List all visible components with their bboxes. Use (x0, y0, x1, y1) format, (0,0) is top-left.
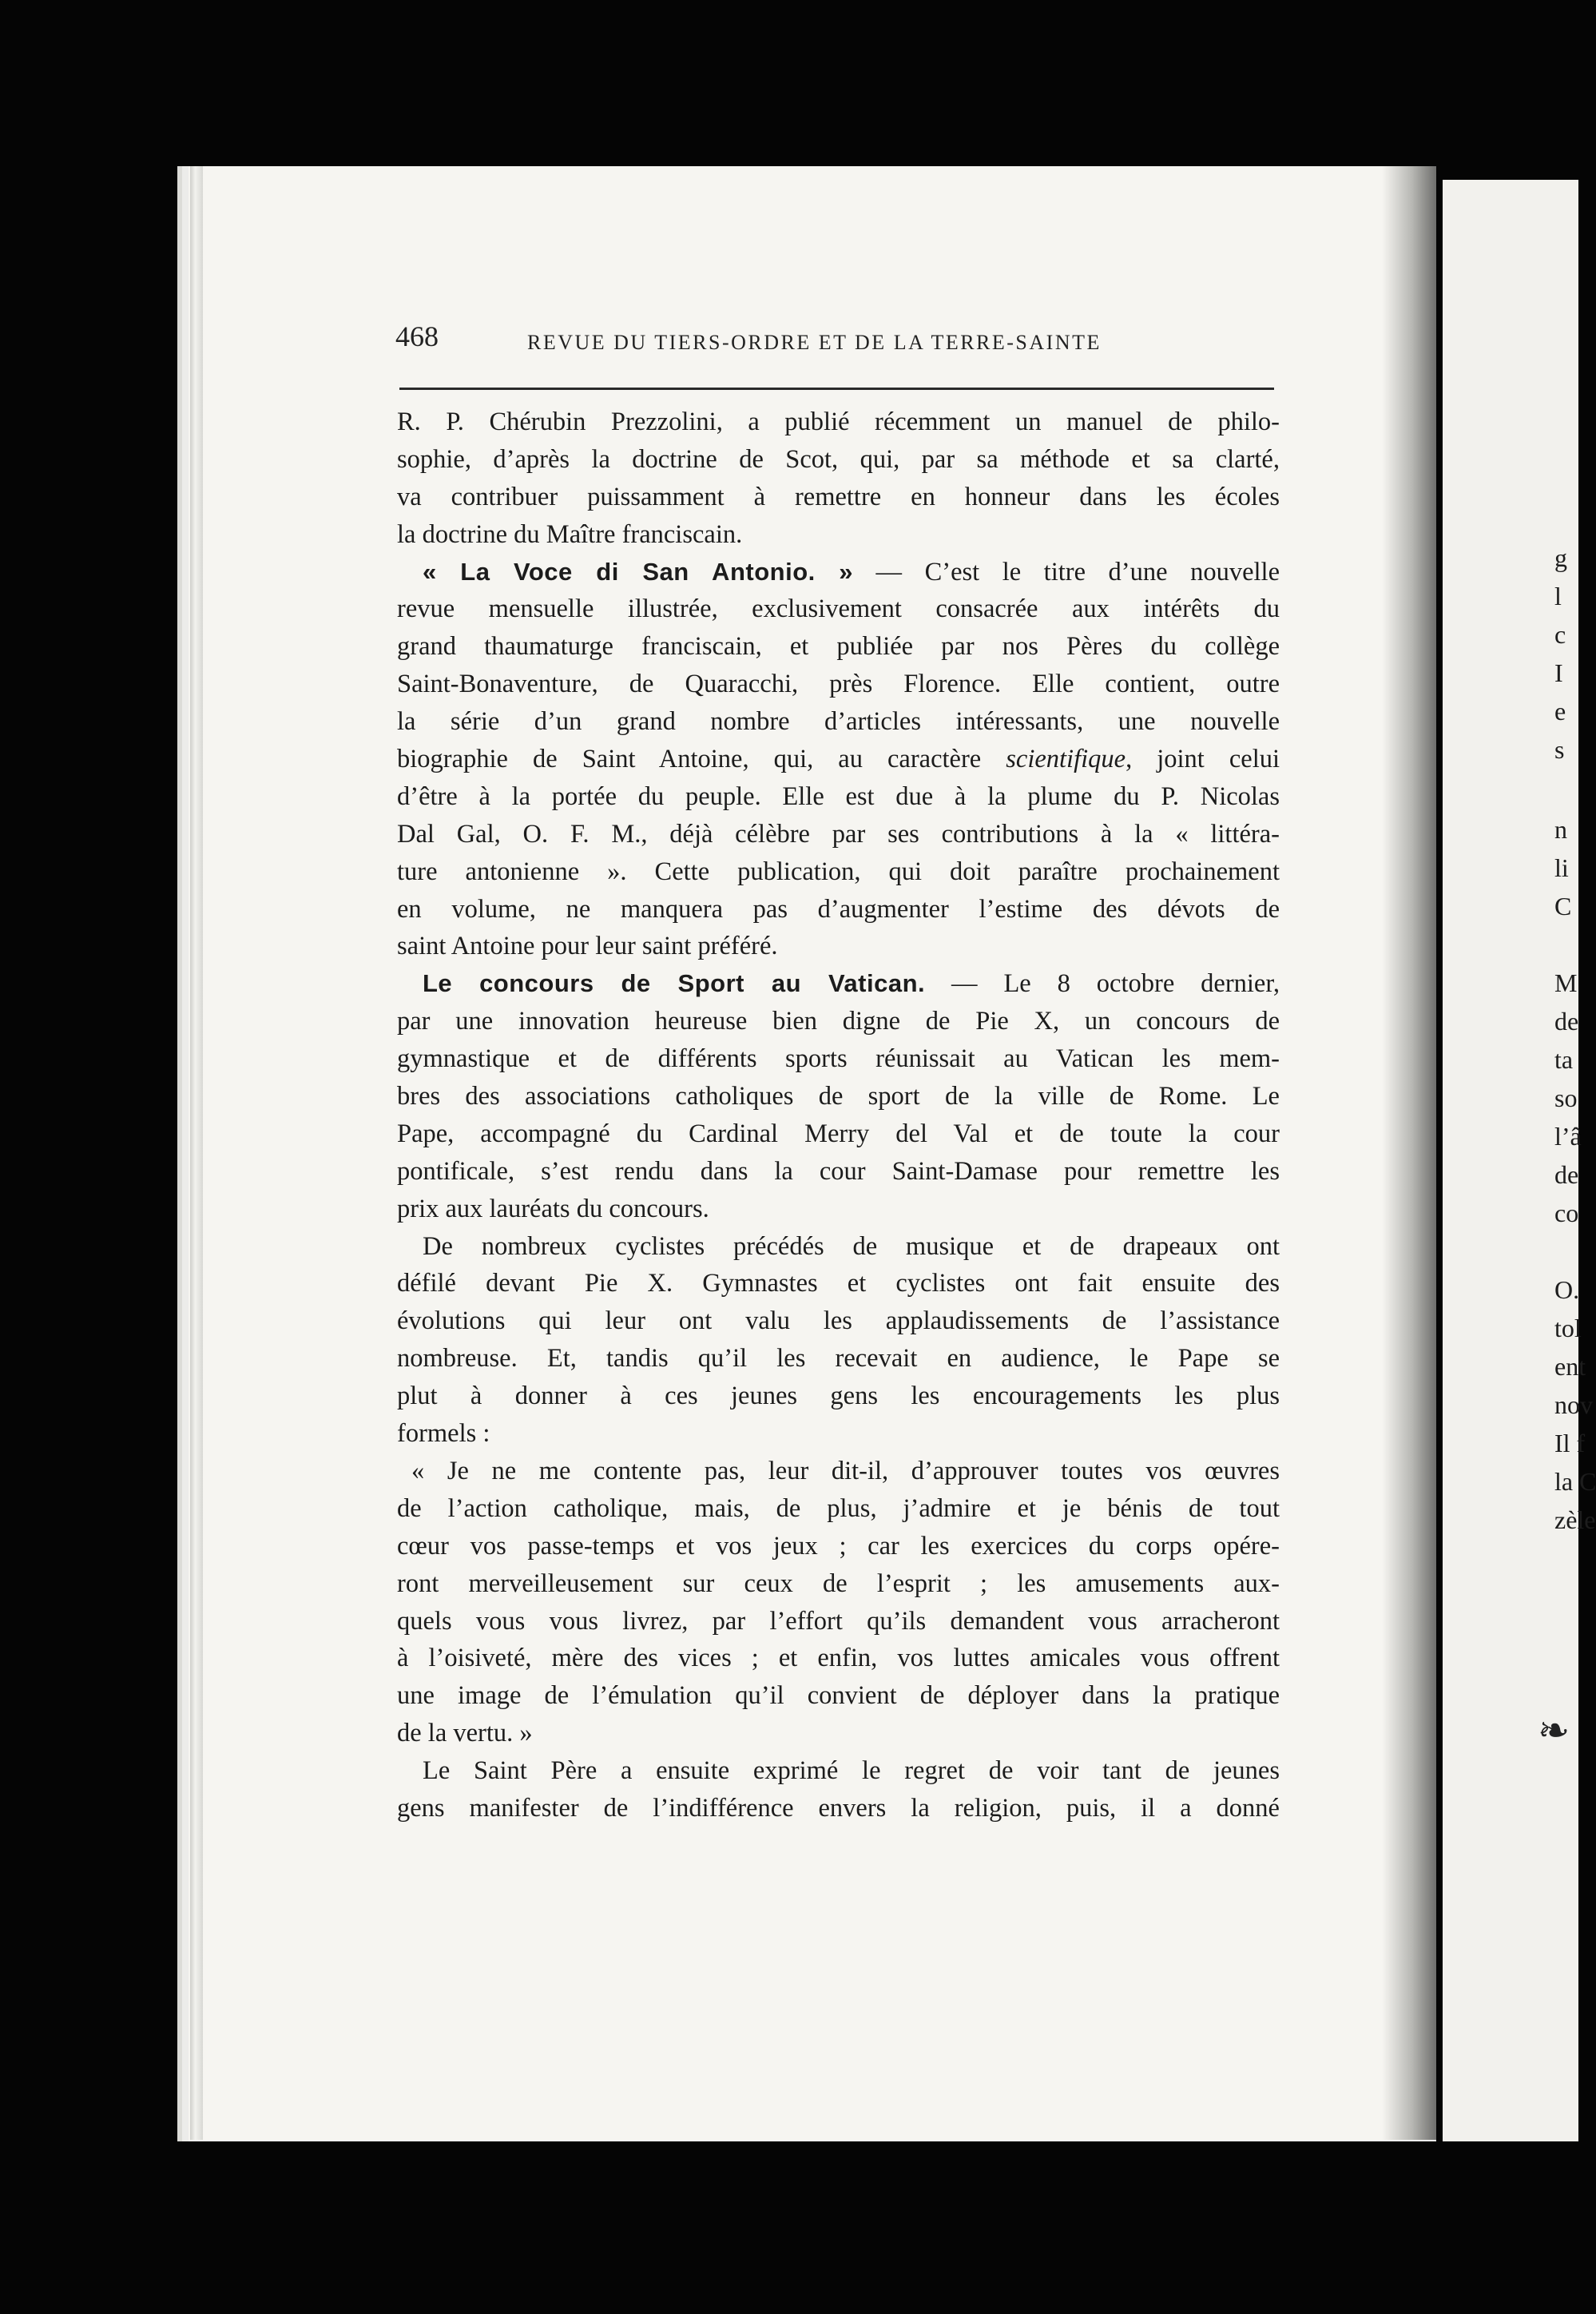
right-page-fragment: ent (1554, 1352, 1586, 1381)
text-line: de la vertu. » (397, 1719, 533, 1748)
text-line: revue mensuelle illustrée, exclusivement consacrée aux intérêts du (397, 594, 1280, 624)
ornament-icon: ❧ (1538, 1710, 1570, 1752)
section-heading-sport: Le concours de Sport au Vatican. (423, 969, 926, 998)
text-line: bres des associations catholiques de sport de la ville de Rome. Le (397, 1082, 1280, 1111)
text-line: Le Saint Père a ensuite exprimé le regret de voir tant de jeunes (423, 1756, 1280, 1786)
right-page-fragment: nov (1554, 1390, 1593, 1419)
text-line: à l’oisiveté, mère des vices ; et enfin, vos luttes amicales vous offrent (397, 1644, 1280, 1673)
text-line: formels : (397, 1419, 490, 1449)
right-page-fragment: tol (1554, 1314, 1582, 1342)
right-page-fragment: l’â (1554, 1122, 1582, 1151)
right-page-fragment: C (1554, 892, 1572, 920)
right-page-fragment: Il f (1554, 1429, 1586, 1457)
text-line (397, 741, 1280, 778)
text-line: nombreuse. Et, tandis qu’il les recevait en audience, le Pape se (397, 1344, 1280, 1374)
right-page-fragment: M (1554, 968, 1578, 997)
header-rule (399, 388, 1274, 390)
right-page-fragment: la C (1554, 1467, 1596, 1496)
text-fragment: — C’est le titre d’une nouvelle (853, 557, 1280, 586)
italic-word: scientifique (1006, 745, 1126, 774)
right-page-fragment: e (1554, 697, 1566, 726)
right-page-fragment: zèle (1554, 1505, 1596, 1534)
right-page-fragment: g (1554, 543, 1567, 572)
text-line: évolutions qui leur ont valu les applaudissements de l’assistance (397, 1306, 1280, 1336)
text-line: Dal Gal, O. F. M., déjà célèbre par ses contributions à la « littéra- (397, 819, 1280, 849)
text-fragment: , joint celui (1126, 745, 1280, 774)
section-heading-line (397, 554, 1280, 591)
right-page-fragment: s (1554, 735, 1565, 764)
page-header (395, 320, 1274, 368)
text-line: va contribuer puissamment à remettre en honneur dans les écoles (397, 482, 1280, 511)
text-line: grand thaumaturge franciscain, et publiée par nos Pères du collège (397, 632, 1280, 662)
right-page-fragment: de (1554, 1007, 1579, 1036)
text-line: plut à donner à ces jeunes gens les encouragements les plus (397, 1382, 1280, 1411)
running-title: REVUE DU TIERS-ORDRE ET DE LA TERRE-SAINTE (527, 331, 1102, 354)
right-page-fragment: l (1554, 582, 1562, 610)
right-page-fragment: n (1554, 815, 1567, 844)
right-page-fragment: ta (1554, 1045, 1574, 1074)
text-fragment: — Le 8 octobre dernier, (925, 969, 1280, 999)
text-line: gens manifester de l’indifférence envers la religion, puis, il a donné (397, 1793, 1280, 1823)
text-line: quels vous vous livrez, par l’effort qu’ils demandent vous arracheront (397, 1606, 1280, 1636)
text-line: de l’action catholique, mais, de plus, j’admire et je bénis de tout (397, 1493, 1280, 1523)
text-line: prix aux lauréats du concours. (397, 1194, 709, 1223)
right-page-fragment: I (1554, 658, 1563, 687)
text-line: pontificale, s’est rendu dans la cour Saint-Damase pour remettre les (397, 1156, 1280, 1186)
text-line: par une innovation heureuse bien digne de Pie X, un concours de (397, 1007, 1280, 1036)
text-line: la série d’un grand nombre d’articles intéressants, une nouvelle (397, 707, 1280, 737)
text-line: ront merveilleusement sur ceux de l’esprit ; les amusements aux- (397, 1569, 1280, 1598)
text-line: Pape, accompagné du Cardinal Merry del Val et de toute la cour (397, 1119, 1280, 1148)
right-page-fragment: c (1554, 620, 1566, 649)
text-line: « Je ne me contente pas, leur dit-il, d’approuver toutes vos œuvres (411, 1456, 1280, 1485)
page-edge (190, 166, 203, 2140)
text-line: en volume, ne manquera pas d’augmenter l’estime des dévots de (397, 894, 1280, 924)
text-line: défilé devant Pie X. Gymnastes et cyclistes ont fait ensuite des (397, 1269, 1280, 1298)
text-fragment: biographie de Saint Antoine, qui, au caractère (397, 745, 1006, 774)
right-page-fragment: li (1554, 853, 1569, 882)
text-line: De nombreux cyclistes précédés de musique et de drapeaux ont (423, 1231, 1280, 1261)
section-heading-line (397, 965, 1280, 1003)
book-gutter (1382, 166, 1436, 2140)
text-line: saint Antoine pour leur saint préféré. (397, 932, 778, 961)
text-line: gymnastique et de différents sports réunissait au Vatican les mem- (397, 1044, 1280, 1074)
text-line: ture antonienne ». Cette publication, qui doit paraître prochainement (397, 857, 1280, 886)
section-heading-voce: « La Voce di San Antonio. » (423, 557, 853, 586)
text-line: d’être à la portée du peuple. Elle est due à la plume du P. Nicolas (397, 781, 1280, 811)
article-body (397, 404, 1280, 1827)
text-line: une image de l’émulation qu’il convient de déployer dans la pratique (397, 1681, 1280, 1711)
text-line: la doctrine du Maître franciscain. (397, 519, 743, 549)
text-line: sophie, d’après la doctrine de Scot, qui, par sa méthode et sa clarté, (397, 444, 1280, 474)
page-number: 468 (395, 320, 439, 352)
text-line: R. P. Chérubin Prezzolini, a publié récemment un manuel de philo- (397, 408, 1280, 436)
right-page-fragment: O. (1554, 1275, 1580, 1304)
right-page-fragment: de (1554, 1160, 1579, 1189)
right-page-fragment: so (1554, 1083, 1578, 1112)
text-line: cœur vos passe-temps et vos jeux ; car les exercices du corps opére- (397, 1531, 1280, 1561)
right-page-fragment: co (1554, 1199, 1579, 1227)
text-line: Saint-Bonaventure, de Quaracchi, près Florence. Elle contient, outre (397, 670, 1280, 699)
